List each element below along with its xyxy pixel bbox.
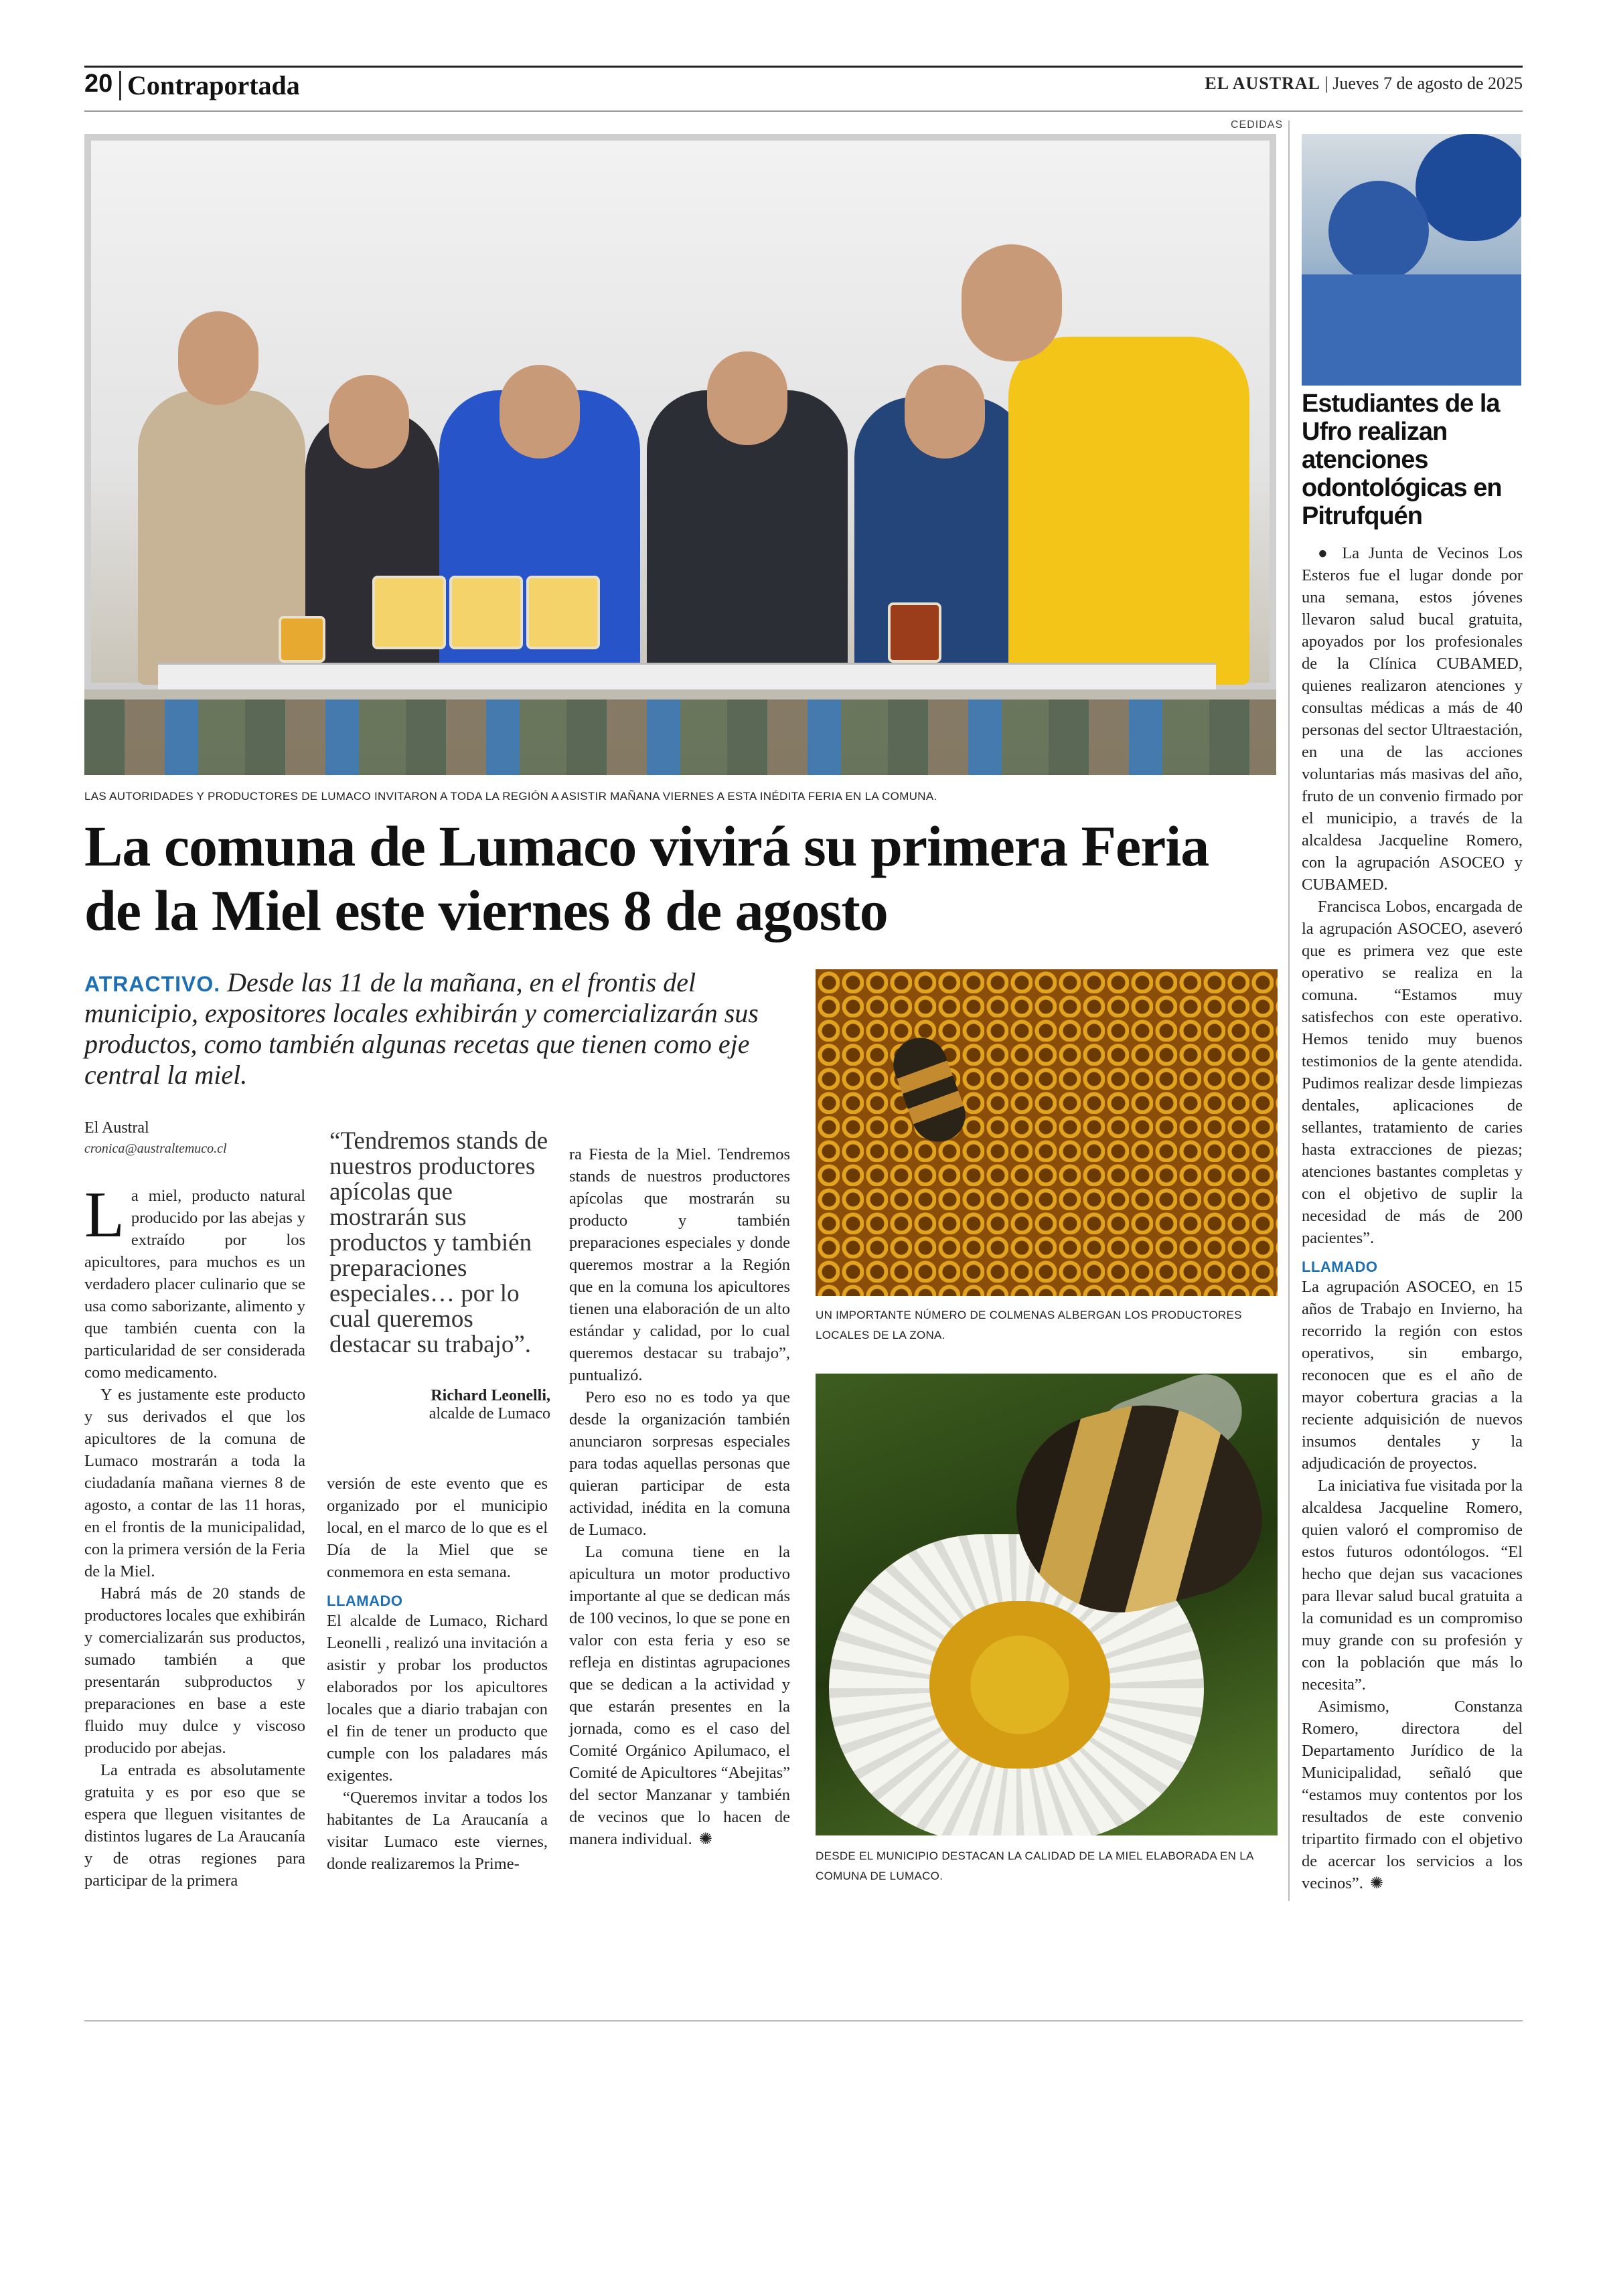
- article-paragraph: La entrada es absolutamente gratuita y es por eso que se espera que lleguen visitantes de distintos lugares de La Araucanía y de otras regiones para participar de la primera: [84, 1761, 305, 1890]
- person-figure: [1008, 337, 1249, 685]
- article-paragraph: ra Fiesta de la Miel. Tendremos stands de nuestros productores apícolas que mostrarán su producto y también preparaciones especiales y donde queremos mostrar a la Región que en la comuna los apicultores tienen una elaboración de un alto estándar y calidad, por lo cual queremos destacar su trabajo”, puntualizó.: [569, 1145, 790, 1384]
- photo-credit: CEDIDAS: [1231, 119, 1284, 131]
- honeycomb-photo: [816, 969, 1278, 1296]
- paragraph-text: Asimismo, Constanza Romero, directora del Departamento Jurídico de la Municipalidad, señaló que “estamos muy contentos por los resultados de este convenio tripartito firmado con el objetivo de acercar los servicios a los vecinos”.: [1302, 1698, 1523, 1892]
- person-head: [962, 244, 1062, 361]
- crowd-strip: [84, 700, 1276, 775]
- article-paragraph: “Queremos invitar a todos los habitantes de La Araucanía a visitar Lumaco este viernes, donde realizaremos la Prime-: [327, 1789, 548, 1873]
- article-paragraph: El alcalde de Lumaco, Richard Leonelli , realizó una invitación a asistir y probar los productos elaborados por los apicultores locales que a diario trabajan con el fin de tener un producto que cumple con los paladares más exigentes.: [327, 1612, 548, 1785]
- sidebar-paragraph: La iniciativa fue visitada por la alcaldesa Jacqueline Romero, quien valoró el compromiso de estos futuros odontólogos. “El hecho que dejan sus vacaciones para llevar salud bucal gratuita a la comunidad es un compromiso muy grande con su profesión y con la población que más lo necesita”.: [1302, 1477, 1523, 1694]
- dentist-figure: [1415, 134, 1521, 241]
- section-name: Contraportada: [127, 70, 300, 100]
- person-head: [707, 351, 787, 445]
- article-column-2: [327, 1473, 548, 1875]
- header-pipe: |: [1324, 74, 1328, 93]
- newspaper-name: EL AUSTRAL: [1205, 74, 1320, 93]
- main-photo-caption: LAS AUTORIDADES Y PRODUCTORES DE LUMACO INVITARON A TODA LA REGIÓN A ASISTIR MAÑANA VIERNES A ESTA INÉDITA FERIA EN LA COMUNA.: [84, 790, 937, 803]
- display-counter: [158, 663, 1216, 689]
- page-number: 20: [84, 70, 113, 98]
- honey-jar: [449, 576, 523, 649]
- article-paragraph: [84, 1179, 305, 1384]
- headline: La comuna de Lumaco vivirá su primera Feria de la Miel este viernes 8 de agosto: [84, 814, 1209, 942]
- article-paragraph: Habrá más de 20 stands de productores locales que exhibirán y comercializarán sus productos, sumado también a que presentarán subproductos y preparaciones en base a este fluido muy dulce y viscoso producido por abejas.: [84, 1584, 305, 1757]
- sidebar-photo: [1302, 134, 1521, 386]
- issue-date: Jueves 7 de agosto de 2025: [1332, 74, 1523, 93]
- honeycomb-caption: UN IMPORTANTE NÚMERO DE COLMENAS ALBERGAN LOS PRODUCTORES LOCALES DE LA ZONA.: [816, 1309, 1242, 1341]
- article-column-1: [84, 1179, 305, 1892]
- flower-center: [929, 1601, 1110, 1769]
- paragraph-text: La Junta de Vecinos Los Esteros fue el lugar donde por una semana, estos jóvenes llevaron salud bucal gratuita, apoyados por los profesionales de la Clínica CUBAMED, quienes realizaron atenciones y consultas médicas a más de 40 personas del sector Ultraestación, en una de las acciones voluntarias más masivas del año, fruto de un convenio firmado por el municipio, a través de la alcaldesa Jacqueline Romero, con la agrupación ASOCEO y CUBAMED.: [1302, 544, 1523, 894]
- article-column-3: [569, 1143, 790, 1850]
- bee-flower-photo: [816, 1374, 1278, 1835]
- scrubs: [1302, 274, 1521, 386]
- person-head: [905, 365, 985, 459]
- header-rule-bottom: [84, 110, 1523, 112]
- deck-text: Desde las 11 de la mañana, en el frontis del municipio, expositores locales exhibirán y comercializarán sus productos, como también algunas recetas que tienen como eje central la miel.: [84, 967, 759, 1090]
- sidebar-paragraph: La agrupación ASOCEO, en 15 años de Trabajo en Invierno, ha recorrido la región con estos operativos, sin embargo, reconocen que es el año de mayor cobertura gracias a la reciente adquisición de nuevos insumos dentales y la adjudicación de proyectos.: [1302, 1278, 1523, 1473]
- bullet-icon: ●: [1318, 544, 1343, 562]
- byline: [84, 1119, 299, 1157]
- honey-jar: [888, 602, 941, 663]
- honey-jar: [372, 576, 446, 649]
- sidebar-paragraph: Francisca Lobos, encargada de la agrupación ASOCEO, aseveró que es primera vez que este operativo se realiza en la comuna. “Estamos muy satisfechos con este operativo. Hemos tenido muy buenos testimonios de la gente atendida. Pudimos realizar desde limpiezas dentales, aplicaciones de sellantes, tratamiento de caries hasta extracciones de piezas; atenciones bastantes completas y con el objetivo de suplir la necesidad de más de 200 pacientes”.: [1302, 898, 1523, 1247]
- byline-email: cronica@australtemuco.cl: [84, 1141, 227, 1156]
- paragraph-text: La comuna tiene en la apicultura un motor productivo importante al que se dedican más de 100 vecinos, lo que se pone en valor con esta feria y eso se refleja en distintas agrupaciones que se dedican a la actividad y que estarán presentes en la jornada, como es el caso del Comité Orgánico Apilumaco, el Comité de Apicultores “Abejitas” del sector Manzanar y también de vecinos que lo hacen de manera individual.: [569, 1543, 790, 1848]
- sidebar-paragraph: [1302, 1696, 1523, 1894]
- article-subhead: LLAMADO: [327, 1592, 403, 1609]
- end-mark-icon: ✺: [1369, 1874, 1383, 1892]
- masthead-date: [1205, 74, 1523, 94]
- honey-jar: [279, 616, 325, 663]
- bee-on-comb: [886, 1030, 973, 1149]
- sidebar-column: [1302, 542, 1523, 1894]
- drop-cap: L: [84, 1179, 125, 1251]
- pull-quote-role: alcalde de Lumaco: [429, 1405, 550, 1422]
- honey-jar: [526, 576, 600, 649]
- header-rule-top: [84, 66, 1523, 68]
- sidebar-paragraph: [1302, 542, 1523, 896]
- page-bottom-rule: [84, 2020, 1523, 2022]
- main-photo: [84, 134, 1276, 775]
- sidebar-title: Estudiantes de la Ufro realizan atenciones odontológicas en Pitrufquén: [1302, 390, 1502, 530]
- person-head: [500, 365, 580, 459]
- bee-flower-caption: DESDE EL MUNICIPIO DESTACAN LA CALIDAD DE LA MIEL ELABORADA EN LA COMUNA DE LUMACO.: [816, 1850, 1253, 1882]
- article-paragraph: versión de este evento que es organizado por el municipio local, en el marco de lo que es el Día de la Miel que se conmemora en esta semana.: [327, 1475, 548, 1581]
- dentist-figure: [1328, 181, 1429, 281]
- paragraph-text: a miel, producto natural producido por las abejas y extraído por los apicultores, para muchos es un verdadero placer culinario que se usa como saborizante, alimento y que también cuenta con la particularidad de ser considerada como medicamento.: [84, 1187, 305, 1382]
- article-paragraph: Pero eso no es todo ya que desde la organización también anunciaron sorpresas especiales para todas aquellas personas que quieran participar de esta actividad, inédita en la comuna de Lumaco.: [569, 1388, 790, 1539]
- header-separator: [119, 71, 121, 100]
- article-paragraph: Y es justamente este producto y sus derivados el que los apicultores de la comuna de Lumaco mostrarán a toda la ciudadanía mañana viernes 8 de agosto, a contar de las 11 horas, en el frontis de la municipalidad, con la primera versión de la Feria de la Miel.: [84, 1386, 305, 1580]
- byline-author: El Austral: [84, 1119, 149, 1137]
- column-divider: [1288, 120, 1290, 1901]
- pull-quote-attribution: [329, 1387, 550, 1423]
- deck-kicker: ATRACTIVO.: [84, 972, 221, 996]
- article-paragraph: [569, 1541, 790, 1850]
- person-head: [178, 311, 258, 405]
- pull-quote-author: Richard Leonelli,: [431, 1387, 550, 1404]
- deck: [84, 967, 761, 1090]
- sidebar-subhead: LLAMADO: [1302, 1258, 1378, 1275]
- pull-quote: “Tendremos stands de nuestros productores apícolas que mostrarán sus productos y también preparaciones especiales… por lo cual queremos destacar su trabajo”.: [329, 1127, 548, 1358]
- person-head: [329, 375, 409, 469]
- end-mark-icon: ✺: [698, 1829, 712, 1848]
